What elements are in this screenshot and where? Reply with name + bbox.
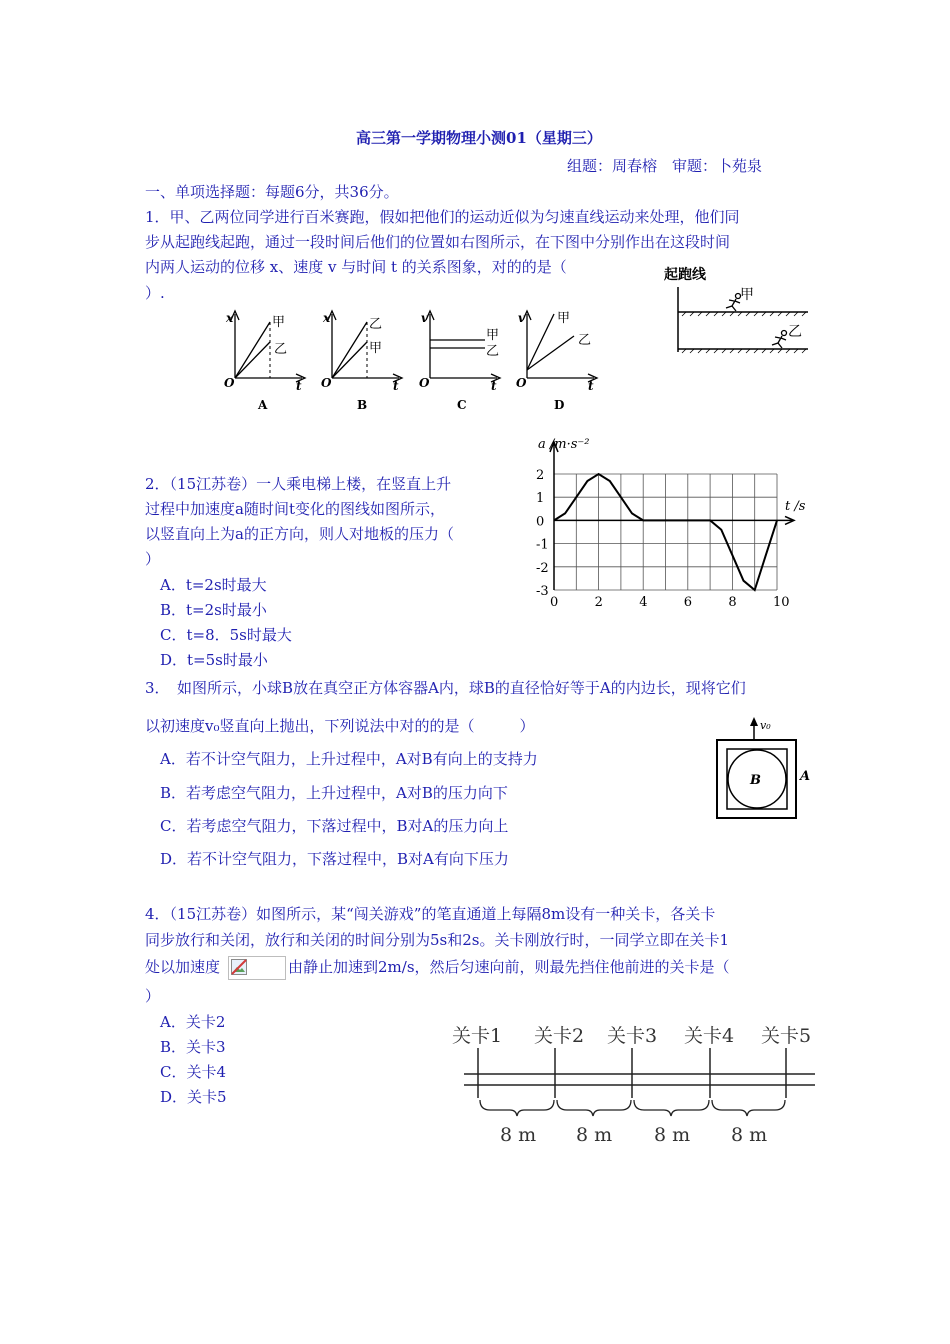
q4-line-4: ） — [145, 987, 161, 1005]
spacing-4-label: 8 m — [731, 1124, 768, 1146]
formula-image-placeholder — [228, 956, 286, 980]
q2-option-b: B．t=2s时最小 — [160, 601, 267, 619]
q4-line-3a: 处以加速度 — [145, 958, 221, 976]
svg-text:t: t — [491, 379, 497, 393]
runner-b-icon — [772, 331, 787, 349]
svg-text:O: O — [419, 376, 430, 390]
q4-line-2: 同步放行和关闭，放行和关闭的时间分别为5s和2s。关卡刚放行时，一同学立即在关卡1 — [145, 931, 730, 949]
gate-2-label: 关卡2 — [534, 1025, 585, 1047]
gates-figure — [450, 1020, 820, 1150]
svg-text:乙: 乙 — [578, 333, 592, 348]
svg-text:B: B — [750, 773, 761, 788]
q3-option-c: C．若考虑空气阻力，下落过程中，B对A的压力向上 — [160, 817, 509, 835]
q1-line-4: ）. — [145, 284, 165, 302]
svg-text:乙: 乙 — [486, 344, 500, 359]
q4-option-b: B．关卡3 — [160, 1038, 226, 1056]
svg-text:乙: 乙 — [274, 342, 288, 357]
svg-text:B: B — [357, 398, 368, 412]
q1-graph-d — [512, 308, 607, 413]
ball-in-box-figure — [710, 712, 820, 822]
svg-text:v₀: v₀ — [760, 719, 771, 732]
page-title: 高三第一学期物理小测01（星期三） — [356, 129, 602, 147]
svg-text:O: O — [224, 376, 235, 390]
svg-text:A: A — [258, 398, 268, 412]
q4-line-1: 4．（15江苏卷）如图所示，某“闯关游戏”的笔直通道上每隔8m设有一种关卡，各关卡 — [145, 905, 716, 923]
y-tick-label: 2 — [536, 468, 545, 483]
authors-line: 组题：周春榕 审题：卜苑泉 — [567, 157, 763, 175]
q3-option-b: B．若考虑空气阻力，上升过程中，A对B的压力向下 — [160, 784, 508, 802]
y-tick-label: 0 — [536, 514, 545, 530]
q4-line-3b: 由静止加速到2m/s，然后匀速向前，则最先挡住他前进的关卡是（ — [288, 958, 730, 976]
svg-text:乙: 乙 — [369, 317, 383, 332]
svg-text:O: O — [516, 376, 527, 390]
spacing-3-label: 8 m — [654, 1124, 691, 1146]
runner-a-label: 甲 — [740, 287, 754, 303]
svg-text:甲: 甲 — [486, 328, 500, 343]
q3-line-1: 3． 如图所示，小球B放在真空正方体容器A内，球B的直径恰好等于A的内边长，现将它们 — [145, 679, 746, 697]
svg-text:D: D — [554, 398, 565, 412]
svg-text:甲: 甲 — [272, 315, 286, 330]
y-tick-label: -2 — [536, 560, 549, 576]
spacing-2-label: 8 m — [576, 1124, 613, 1146]
q1-line-3: 内两人运动的位移 x、速度 v 与时间 t 的关系图象，对的的是（ — [145, 258, 567, 276]
gate-5-label: 关卡5 — [761, 1025, 812, 1047]
svg-text:v: v — [421, 311, 428, 325]
q2-line-4: ） — [145, 550, 161, 568]
q2-option-c: C．t=8．5s时最大 — [160, 626, 292, 644]
y-axis-label: a /m·s⁻² — [538, 437, 590, 452]
spacing-1-label: 8 m — [500, 1124, 537, 1146]
x-tick-label: 2 — [594, 595, 603, 610]
q4-option-c: C．关卡4 — [160, 1063, 227, 1081]
runner-b-label: 乙 — [788, 324, 802, 340]
q2-line-1: 2．（15江苏卷）一人乘电梯上楼，在竖直上升 — [145, 475, 452, 493]
svg-text:甲: 甲 — [557, 311, 571, 326]
q2-line-2: 过程中加速度a随时间t变化的图线如图所示， — [145, 500, 445, 518]
svg-text:x: x — [323, 311, 331, 325]
q1-line-2: 步从起跑线起跑，通过一段时间后他们的位置如右图所示，在下图中分别作出在这段时间 — [145, 233, 731, 251]
q1-graph-a — [220, 308, 310, 413]
y-tick-label: -3 — [536, 584, 549, 599]
broken-image-icon — [231, 959, 247, 975]
x-tick-label: 4 — [639, 595, 648, 610]
svg-text:v: v — [518, 311, 525, 325]
q1-line-1: 1．甲、乙两位同学进行百米赛跑，假如把他们的运动近似为匀速直线运动来处理，他们同 — [145, 208, 740, 226]
y-tick-label: -1 — [536, 537, 549, 553]
svg-text:甲: 甲 — [369, 341, 383, 356]
svg-text:t: t — [296, 379, 302, 393]
x-tick-label: 6 — [683, 595, 693, 610]
section-heading: 一、单项选择题：每题6分，共36分。 — [145, 183, 399, 201]
svg-text:O: O — [321, 376, 332, 390]
q4-option-d: D．关卡5 — [160, 1088, 227, 1106]
q1-graph-b — [317, 308, 407, 413]
q2-option-a: A．t=2s时最大 — [160, 576, 267, 594]
q3-option-d: D．若不计空气阻力，下落过程中，B对A有向下压力 — [160, 850, 509, 868]
race-track-figure — [660, 262, 810, 362]
start-line-label: 起跑线 — [664, 267, 706, 283]
q3-line-2: 以初速度v₀竖直向上抛出，下列说法中对的的是（ ） — [145, 717, 535, 735]
svg-text:x: x — [226, 311, 234, 325]
svg-text:t: t — [588, 379, 594, 393]
svg-text:A: A — [800, 769, 811, 784]
x-tick-label: 8 — [728, 595, 737, 610]
x-tick-label: 10 — [773, 595, 790, 610]
runner-a-icon — [726, 294, 741, 312]
acceleration-chart — [520, 430, 820, 615]
q4-option-a: A．关卡2 — [160, 1013, 226, 1031]
svg-text:t: t — [393, 379, 399, 393]
x-tick-label: 0 — [550, 595, 559, 610]
gate-4-label: 关卡4 — [684, 1025, 735, 1047]
y-tick-label: 1 — [536, 491, 545, 507]
x-axis-label: t /s — [785, 499, 806, 514]
svg-text:C: C — [457, 398, 467, 412]
q2-line-3: 以竖直向上为a的正方向，则人对地板的压力（ — [145, 525, 454, 543]
q2-option-d: D．t=5s时最小 — [160, 651, 268, 669]
gate-1-label: 关卡1 — [452, 1025, 503, 1047]
gate-3-label: 关卡3 — [607, 1025, 658, 1047]
q3-option-a: A．若不计空气阻力，上升过程中，A对B有向上的支持力 — [160, 750, 538, 768]
q1-graph-c — [415, 308, 510, 413]
